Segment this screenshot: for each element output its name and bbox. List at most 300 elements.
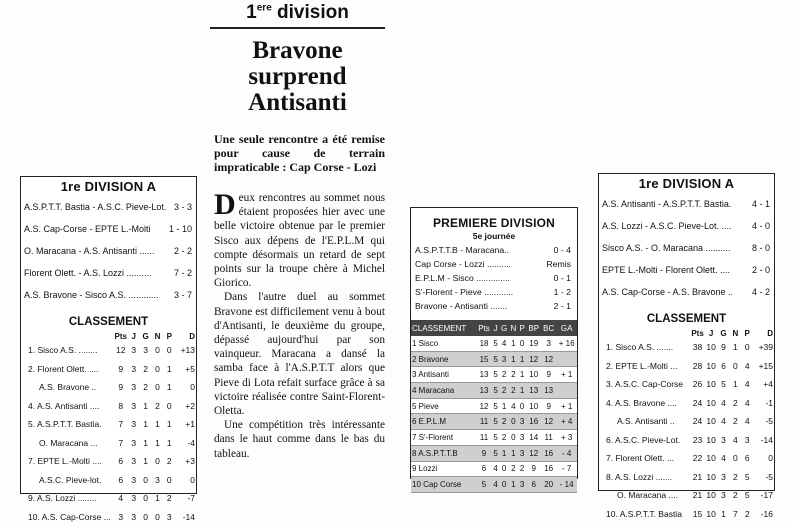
cell: 5 bbox=[492, 398, 499, 414]
cell: 4 bbox=[741, 394, 753, 413]
cell: 5 bbox=[492, 430, 499, 446]
cell: 28 bbox=[690, 357, 704, 376]
team-name: 4 Maracana bbox=[411, 383, 476, 399]
result-row bbox=[415, 271, 573, 285]
cell: 3 bbox=[741, 431, 753, 450]
col-header: J bbox=[492, 320, 499, 336]
cell: + 3 bbox=[556, 430, 577, 446]
cell: -5 bbox=[753, 468, 774, 487]
cell: + 4 bbox=[556, 414, 577, 430]
table-row bbox=[605, 468, 774, 487]
cell: 0 bbox=[163, 471, 175, 490]
match: EPTE L.-Molti - Florent Olett. .... bbox=[602, 265, 730, 275]
cell: 0 bbox=[175, 471, 196, 490]
cell: 3 bbox=[128, 452, 140, 471]
cell: 15 bbox=[690, 505, 704, 524]
result-row bbox=[599, 193, 774, 215]
cell: 10 bbox=[705, 375, 718, 394]
cell: 15 bbox=[476, 351, 492, 367]
table-row bbox=[27, 489, 196, 508]
cell: 3 bbox=[717, 486, 729, 505]
team-name: 10. A.S.P.T.T. Bastia bbox=[605, 505, 690, 524]
table-row bbox=[411, 398, 577, 414]
table-header bbox=[411, 320, 577, 336]
cell: 0 bbox=[163, 341, 175, 360]
cell: 3 bbox=[128, 434, 140, 453]
cell: 7 bbox=[729, 505, 741, 524]
cell: 21 bbox=[690, 486, 704, 505]
cell: 0 bbox=[140, 489, 152, 508]
cell: 4 bbox=[113, 489, 127, 508]
kicker-text: division bbox=[272, 2, 349, 23]
col-header: P bbox=[741, 329, 753, 338]
cell: 2 bbox=[163, 452, 175, 471]
table-row bbox=[27, 378, 196, 397]
table-row bbox=[605, 394, 774, 413]
cell: 10 bbox=[705, 357, 718, 376]
match: A.S. Lozzi - A.S.C. Pieve-Lot. .... bbox=[602, 221, 732, 231]
match: A.S. Bravone - Sisco A.S. ............ bbox=[24, 290, 159, 300]
cell: 0 bbox=[152, 452, 164, 471]
cell: 1 bbox=[140, 397, 152, 416]
table-row bbox=[605, 505, 774, 524]
result-row bbox=[21, 218, 196, 240]
cell: -7 bbox=[175, 489, 196, 508]
cell: 0 bbox=[175, 378, 196, 397]
team-name: 1. Sisco A.S. ........ bbox=[27, 341, 113, 360]
cell: 12 bbox=[541, 414, 556, 430]
team-name: 7. Florent Olett. ... bbox=[605, 449, 690, 468]
cell: 2 bbox=[140, 378, 152, 397]
cell: 3 bbox=[140, 341, 152, 360]
col-header: G bbox=[140, 332, 152, 341]
cell: 9 bbox=[541, 398, 556, 414]
cell: 4 bbox=[492, 461, 499, 477]
match: Sisco A.S. - O. Maracana .......... bbox=[602, 243, 731, 253]
team-name: O. Maracana .... bbox=[605, 486, 690, 505]
article bbox=[210, 0, 385, 461]
team-name: 1. Sisco A.S. ....... bbox=[605, 338, 690, 357]
cell: 8 bbox=[113, 397, 127, 416]
table-row bbox=[411, 445, 577, 461]
table-row bbox=[27, 360, 196, 379]
score: 2 - 1 bbox=[554, 299, 571, 313]
cell: 0 bbox=[518, 336, 527, 351]
cell: 4 bbox=[717, 449, 729, 468]
cell: 2 bbox=[729, 412, 741, 431]
table-row bbox=[411, 461, 577, 477]
table-header bbox=[27, 332, 196, 341]
cell: - 7 bbox=[556, 461, 577, 477]
cell: 1 bbox=[163, 434, 175, 453]
cell: 9 bbox=[541, 367, 556, 383]
cell: 10 bbox=[705, 338, 718, 357]
col-header: P bbox=[518, 320, 527, 336]
cell: 24 bbox=[690, 412, 704, 431]
cell: 2 bbox=[729, 394, 741, 413]
cell: 4 bbox=[717, 394, 729, 413]
cell: + 1 bbox=[556, 367, 577, 383]
cell: 2 bbox=[163, 489, 175, 508]
cell: 11 bbox=[476, 430, 492, 446]
team-name: 2 Bravone bbox=[411, 351, 476, 367]
result-row bbox=[21, 196, 196, 218]
score: 2 - 2 bbox=[174, 240, 192, 262]
cell: 12 bbox=[526, 351, 541, 367]
cell: 13 bbox=[541, 383, 556, 399]
cell: 5 bbox=[741, 468, 753, 487]
cell: 13 bbox=[526, 383, 541, 399]
result-row bbox=[21, 240, 196, 262]
table-header bbox=[605, 329, 774, 338]
cell: 1 bbox=[518, 351, 527, 367]
col-header: Pts bbox=[690, 329, 704, 338]
left-results bbox=[21, 196, 196, 306]
team-name: 8 A.S.P.T.T.B bbox=[411, 445, 476, 461]
col-header: CLASSEMENT bbox=[411, 320, 476, 336]
cell: 1 bbox=[518, 367, 527, 383]
cell: -16 bbox=[753, 505, 774, 524]
table-row bbox=[605, 357, 774, 376]
right-standings-box bbox=[598, 173, 775, 491]
cell: 1 bbox=[152, 415, 164, 434]
cell: -5 bbox=[753, 412, 774, 431]
cell: 10 bbox=[705, 431, 718, 450]
cell: 10 bbox=[705, 468, 718, 487]
paragraph: Une compétition très intéressante dans le haut comme dans le bas du tableau. bbox=[214, 418, 385, 461]
cell: 0 bbox=[499, 461, 509, 477]
team-name: 10 Cap Corse bbox=[411, 477, 476, 493]
match: E.P.L.M - Sisco .............. bbox=[415, 273, 510, 283]
cell: 4 bbox=[729, 431, 741, 450]
right-standings-table bbox=[605, 329, 774, 523]
cell: 3 bbox=[128, 360, 140, 379]
cell: 0 bbox=[509, 430, 518, 446]
cell: 3 bbox=[128, 471, 140, 490]
cell: 12 bbox=[526, 445, 541, 461]
article-headline: Bravone surprend Antisanti bbox=[210, 38, 385, 116]
table-row bbox=[411, 383, 577, 399]
cell: 5 bbox=[717, 375, 729, 394]
match: A.S. Antisanti - A.S.P.T.T. Bastia. bbox=[602, 199, 731, 209]
cell: 3 bbox=[717, 468, 729, 487]
cell: 6 bbox=[717, 357, 729, 376]
cell: 5 bbox=[476, 477, 492, 493]
cell: 2 bbox=[509, 367, 518, 383]
table-row bbox=[605, 375, 774, 394]
cell: 2 bbox=[499, 383, 509, 399]
cell: 1 bbox=[140, 415, 152, 434]
cell: 3 bbox=[163, 508, 175, 526]
cell: - 4 bbox=[556, 445, 577, 461]
cell: 4 bbox=[741, 412, 753, 431]
cell: 9 bbox=[113, 378, 127, 397]
cell: 23 bbox=[690, 431, 704, 450]
cell: 5 bbox=[492, 383, 499, 399]
cell: 3 bbox=[499, 351, 509, 367]
score: 4 - 1 bbox=[752, 193, 770, 215]
cell: 10 bbox=[705, 394, 718, 413]
cell: +1 bbox=[175, 415, 196, 434]
cell: 2 bbox=[518, 461, 527, 477]
cell: 1 bbox=[509, 477, 518, 493]
cell: +4 bbox=[753, 375, 774, 394]
cell: 26 bbox=[690, 375, 704, 394]
table-row bbox=[411, 367, 577, 383]
score: 0 - 4 bbox=[554, 243, 571, 257]
cell: 2 bbox=[499, 430, 509, 446]
cell: 0 bbox=[140, 508, 152, 526]
cell: 6 bbox=[526, 477, 541, 493]
cell: 1 bbox=[499, 445, 509, 461]
col-header: J bbox=[128, 332, 140, 341]
article-body bbox=[214, 191, 385, 461]
table-row bbox=[411, 430, 577, 446]
cell: 9 bbox=[717, 338, 729, 357]
cell: 3 bbox=[128, 508, 140, 526]
cell: 0 bbox=[753, 449, 774, 468]
cell: 4 bbox=[717, 412, 729, 431]
center-box-subtitle: 5e journée bbox=[411, 231, 577, 241]
score: 2 - 0 bbox=[752, 259, 770, 281]
cell: 2 bbox=[140, 360, 152, 379]
col-header: N bbox=[509, 320, 518, 336]
match: A.S.P.T.T. Bastia - A.S.C. Pieve-Lot. bbox=[24, 202, 166, 212]
left-standings-box bbox=[20, 176, 197, 494]
cell: 3 bbox=[128, 415, 140, 434]
team-name: 2. Florent Olett. .... bbox=[27, 360, 113, 379]
cell: +5 bbox=[175, 360, 196, 379]
cell: 10 bbox=[705, 505, 718, 524]
match: S'-Florent - Pieve ............ bbox=[415, 287, 513, 297]
result-row bbox=[21, 262, 196, 284]
team-name: 6. A.S.C. Pieve-Lot. bbox=[605, 431, 690, 450]
table-row bbox=[27, 341, 196, 360]
result-row bbox=[599, 259, 774, 281]
cell: +15 bbox=[753, 357, 774, 376]
kicker-number: 1 bbox=[246, 2, 257, 23]
cell: 4 bbox=[741, 375, 753, 394]
cell: 3 bbox=[518, 430, 527, 446]
cell: 3 bbox=[128, 378, 140, 397]
cell: 12 bbox=[476, 398, 492, 414]
cell: 1 bbox=[509, 336, 518, 351]
cell: 20 bbox=[541, 477, 556, 493]
result-row bbox=[599, 215, 774, 237]
paragraph: Dans l'autre duel au sommet Bravone est difficilement venu à bout d'Antisanti, le deuxième du groupe, dépassé aujourd'hui par son vainqueur. Maracana a dansé la samba face à l'A.S.P.T.T alors que Pieve di Lota refait surface grâce à sa victoire réalisée contre Saint-Florent-Oletta. bbox=[214, 290, 385, 418]
team-name: A.S. Antisanti .. bbox=[605, 412, 690, 431]
cell: 1 bbox=[140, 434, 152, 453]
cell: -14 bbox=[753, 431, 774, 450]
team-name: 4. A.S. Antisanti .... bbox=[27, 397, 113, 416]
team-name: A.S. Bravone .. bbox=[27, 378, 113, 397]
table-row bbox=[411, 336, 577, 351]
cell: 1 bbox=[499, 398, 509, 414]
team-name: 2. EPTE L.-Molti ... bbox=[605, 357, 690, 376]
col-header: GA bbox=[556, 320, 577, 336]
cell: 6 bbox=[113, 471, 127, 490]
col-header: P bbox=[163, 332, 175, 341]
cell: 5 bbox=[492, 351, 499, 367]
cell: -17 bbox=[753, 486, 774, 505]
team-name: 4. A.S. Bravone .... bbox=[605, 394, 690, 413]
kicker-sup: ere bbox=[257, 3, 272, 14]
table-row bbox=[27, 415, 196, 434]
result-row bbox=[21, 284, 196, 306]
cell: 19 bbox=[526, 336, 541, 351]
cell: 16 bbox=[541, 445, 556, 461]
cell: 13 bbox=[476, 367, 492, 383]
cell: -4 bbox=[175, 434, 196, 453]
cell: 4 bbox=[509, 398, 518, 414]
table-row bbox=[605, 449, 774, 468]
team-name: 7 S'-Florent bbox=[411, 430, 476, 446]
col-header: N bbox=[729, 329, 741, 338]
right-results bbox=[599, 193, 774, 303]
article-lead: Une seule rencontre a été remise pour cause de terrain impraticable : Cap Corse - Lozi bbox=[214, 132, 385, 174]
paragraph-text: eux rencontres au sommet nous étaient proposées hier avec une belle victoire obtenue par le premier Sisco aux dépens de l'E.P.L.M qui compte désormais un retard de sept points sur la troupe chère à Michel Giorico. bbox=[214, 192, 385, 289]
col-header: D bbox=[175, 332, 196, 341]
cell: 1 bbox=[163, 360, 175, 379]
cell: 0 bbox=[152, 508, 164, 526]
match: A.S.P.T.T.B - Maracana.. bbox=[415, 245, 509, 255]
col-header: BP bbox=[526, 320, 541, 336]
cell: 3 bbox=[518, 477, 527, 493]
cell: 0 bbox=[152, 378, 164, 397]
team-name: 5. A.S.P.T.T. Bastia. bbox=[27, 415, 113, 434]
cell: 3 bbox=[128, 341, 140, 360]
cell: 3 bbox=[518, 414, 527, 430]
score: 3 - 7 bbox=[174, 284, 192, 306]
cell: 1 bbox=[152, 489, 164, 508]
cell: +39 bbox=[753, 338, 774, 357]
result-row bbox=[415, 285, 573, 299]
cell: 5 bbox=[492, 445, 499, 461]
cell: 0 bbox=[140, 471, 152, 490]
article-kicker bbox=[210, 0, 385, 29]
cell bbox=[556, 383, 577, 399]
cell: 2 bbox=[152, 397, 164, 416]
cell: +3 bbox=[175, 452, 196, 471]
cell: + 16 bbox=[556, 336, 577, 351]
cell: +2 bbox=[175, 397, 196, 416]
cell: +13 bbox=[175, 341, 196, 360]
table-row bbox=[605, 486, 774, 505]
cell: 12 bbox=[113, 341, 127, 360]
col-header: Pts bbox=[476, 320, 492, 336]
cell: 7 bbox=[113, 415, 127, 434]
cell: 1 bbox=[717, 505, 729, 524]
cell: 2 bbox=[499, 414, 509, 430]
score: 8 - 0 bbox=[752, 237, 770, 259]
result-row bbox=[415, 257, 573, 271]
score: 1 - 2 bbox=[554, 285, 571, 299]
right-box-title: 1re DIVISION A bbox=[599, 176, 774, 191]
result-row bbox=[415, 299, 573, 313]
cell: 1 bbox=[140, 452, 152, 471]
cell: 5 bbox=[492, 336, 499, 351]
cell: 14 bbox=[526, 430, 541, 446]
cell: 3 bbox=[128, 489, 140, 508]
team-name: 3 Antisanti bbox=[411, 367, 476, 383]
table-row bbox=[27, 434, 196, 453]
cell: 11 bbox=[541, 430, 556, 446]
cell: 16 bbox=[526, 414, 541, 430]
cell: 24 bbox=[690, 394, 704, 413]
team-name: 6 E.P.L.M bbox=[411, 414, 476, 430]
match: Bravone - Antisanti ....... bbox=[415, 301, 507, 311]
cell: 38 bbox=[690, 338, 704, 357]
cell: 0 bbox=[729, 449, 741, 468]
cell: 1 bbox=[163, 378, 175, 397]
cell: 0 bbox=[518, 398, 527, 414]
paragraph bbox=[214, 191, 385, 290]
cell: 0 bbox=[729, 357, 741, 376]
team-name: 10. A.S. Cap-Corse ... bbox=[27, 508, 113, 526]
match: A.S. Cap-Corse - EPTE L.-Molti bbox=[24, 224, 151, 234]
cell: 5 bbox=[741, 486, 753, 505]
result-row bbox=[599, 237, 774, 259]
score: 4 - 2 bbox=[752, 281, 770, 303]
team-name: 9. A.S. Lozzi ........ bbox=[27, 489, 113, 508]
team-name: 9 Lozzi bbox=[411, 461, 476, 477]
score: 0 - 1 bbox=[554, 271, 571, 285]
cell: 1 bbox=[509, 445, 518, 461]
match: Cap Corse - Lozzi .......... bbox=[415, 259, 511, 269]
team-name: 1 Sisco bbox=[411, 336, 476, 351]
cell: 5 bbox=[492, 367, 499, 383]
cell: 0 bbox=[509, 414, 518, 430]
cell: 2 bbox=[509, 383, 518, 399]
cell: 1 bbox=[163, 415, 175, 434]
cell: 3 bbox=[152, 471, 164, 490]
table-row bbox=[27, 471, 196, 490]
cell: 7 bbox=[113, 434, 127, 453]
score: 1 - 10 bbox=[169, 218, 192, 240]
cell: 9 bbox=[526, 461, 541, 477]
team-name: 8. A.S. Lozzi ....... bbox=[605, 468, 690, 487]
cell: 1 bbox=[518, 383, 527, 399]
cell: 12 bbox=[541, 351, 556, 367]
match: Florent Olett. - A.S. Lozzi .......... bbox=[24, 268, 152, 278]
cell: 1 bbox=[509, 351, 518, 367]
cell: 0 bbox=[499, 477, 509, 493]
center-results bbox=[411, 241, 577, 315]
cell: 21 bbox=[690, 468, 704, 487]
cell: 13 bbox=[476, 383, 492, 399]
table-row bbox=[27, 452, 196, 471]
cell: 9 bbox=[113, 360, 127, 379]
cell: + 1 bbox=[556, 398, 577, 414]
cell: 2 bbox=[729, 468, 741, 487]
cell: 16 bbox=[541, 461, 556, 477]
result-row bbox=[599, 281, 774, 303]
cell: 3 bbox=[518, 445, 527, 461]
cell: 1 bbox=[152, 434, 164, 453]
cell: 0 bbox=[163, 397, 175, 416]
col-header: Pts bbox=[113, 332, 127, 341]
col-header: BC bbox=[541, 320, 556, 336]
cell: 3 bbox=[113, 508, 127, 526]
cell: 2 bbox=[729, 486, 741, 505]
cell: -1 bbox=[753, 394, 774, 413]
team-name: 3. A.S.C. Cap-Corse bbox=[605, 375, 690, 394]
cell: 0 bbox=[152, 341, 164, 360]
table-row bbox=[605, 431, 774, 450]
cell: 18 bbox=[476, 336, 492, 351]
cell: 6 bbox=[476, 461, 492, 477]
col-header: G bbox=[717, 329, 729, 338]
